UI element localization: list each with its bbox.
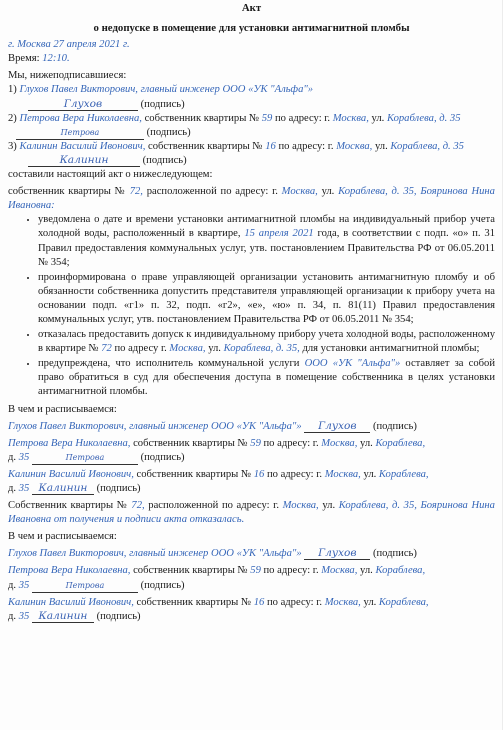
person-2-name: Петрова Вера Николаевна, (19, 112, 142, 124)
list-item: • проинформирована о праве управляющей организации установить антимагнитную пломбу и об обязанности собственника допустить представителя управляющей организации к прибору учета на основании подп. «г1» п. 32, подп. «г2», «е», «ю» п. 34, п. 81(11) Правил предоставления коммунальных услуг, утв. постановлением Правительства РФ от 06.05.2011 № 354; (38, 271, 495, 327)
sign-3-signature: Калинин (32, 482, 94, 495)
list-item: • уведомлена о дате и времени установки антимагнитной пломбы на индивидуальный прибор учета холодной воды, расположенный в квартире, 15 апреля 2021 года, в соответствии с подп. «о» п. 31 Правил предоставления коммунальных услуг, утв. постановлением Правительства РФ от 06.05.2011 № 354; (38, 213, 495, 269)
place-date-value: г. Москва 27 апреля 2021 г. (8, 39, 130, 51)
owner-name: Бояринова Нина Ивановна: (8, 186, 495, 212)
person-2-signature: Петрова (16, 127, 144, 140)
document-subtitle: о недопуске в помещение для установки антимагнитной пломбы (93, 22, 410, 35)
person-2-signature-line: Петрова (подпись) (8, 126, 495, 140)
we-undersigned: Мы, нижеподписавшиеся: (8, 70, 127, 82)
sign-1-signature: Глухов (304, 420, 370, 433)
list-item: • предупреждена, что исполнитель коммунальной услуги ООО «УК "Альфа"» оставляет за собой право обратиться в суд для обеспечения доступа в помещение собственника в целях установки антимагнитной пломбы. (38, 357, 495, 399)
sign-1: Глухов Павел Викторович, главный инженер ООО «УК "Альфа"» Глухов (подпись) (8, 419, 417, 432)
list-item: • отказалась предоставить допуск к индивидуальному прибору учета холодной воды, расположенному в квартире № 72 по адресу г. Москва, ул. Кораблева, д. 35, для установки антимагнитной пломбы; (38, 328, 495, 356)
time-value: 12:10. (42, 53, 70, 65)
person-1-signature: Глухов (28, 98, 138, 111)
time-line: Время: 12:10. (8, 53, 70, 65)
sign-repeat-1: Глухов Павел Викторович, главный инженер ООО «УК "Альфа"» Глухов (подпись) (8, 547, 417, 560)
sign-heading-2: В чем и расписываемся: (8, 531, 117, 543)
person-3: 3) Калинин Василий Ивонович, собственник квартиры № 16 по адресу: г. Москва, ул. Кораблева, д. 35 (8, 140, 464, 152)
person-1-signature-line: Глухов (подпись) (8, 98, 495, 112)
sign-repeat-2-signature: Петрова (32, 580, 138, 593)
sign-heading: В чем и расписываемся: (8, 403, 117, 415)
person-2: 2) Петрова Вера Николаевна, собственник квартиры № 59 по адресу: г. Москва, ул. Кораблева, д. 35 (8, 112, 461, 124)
sign-repeat-2: Петрова Вера Николаевна, собственник квартиры № 59 по адресу: г. Москва, ул. Кораблева, д. 35 Петрова (подпись) (8, 565, 426, 591)
person-1-name: Глухов Павел Викторович, главный инженер ООО «УК "Альфа"» (19, 84, 314, 96)
sign-repeat-3-signature: Калинин (32, 610, 94, 623)
sign-repeat-3: Калинин Василий Ивонович, собственник квартиры № 16 по адресу: г. Москва, ул. Кораблева, д. 35 Калинин (подпись) (8, 596, 429, 622)
person-3-signature: Калинин (28, 154, 140, 167)
compiled-statement: составили настоящий акт о нижеследующем: (8, 169, 213, 181)
facts-list (8, 213, 495, 399)
owner-paragraph: собственник квартиры № 72, расположенной по адресу: г. Москва, ул. Кораблева, д. 35, Бояринова Нина Ивановна: (8, 186, 495, 212)
sign-2-signature: Петрова (32, 452, 138, 465)
document-title: Акт (241, 2, 262, 14)
sign-2: Петрова Вера Николаевна, собственник квартиры № 59 по адресу: г. Москва, ул. Кораблева, д. 35 Петрова (подпись) (8, 437, 426, 463)
person-3-name: Калинин Василий Ивонович, (19, 140, 146, 152)
refusal-paragraph: Собственник квартиры № 72, расположенной по адресу: г. Москва, ул. Кораблева, д. 35, Бояринова Нина Ивановна от получения и подписи акта отказалась. (8, 500, 495, 526)
person-1: 1) Глухов Павел Викторович, главный инженер ООО «УК "Альфа"» (8, 84, 314, 96)
sign-repeat-1-signature: Глухов (304, 547, 370, 560)
place-date (8, 38, 495, 52)
sign-3: Калинин Василий Ивонович, собственник квартиры № 16 по адресу: г. Москва, ул. Кораблева, д. 35 Калинин (подпись) (8, 468, 429, 494)
person-3-signature-line: Калинин (подпись) (8, 154, 495, 168)
